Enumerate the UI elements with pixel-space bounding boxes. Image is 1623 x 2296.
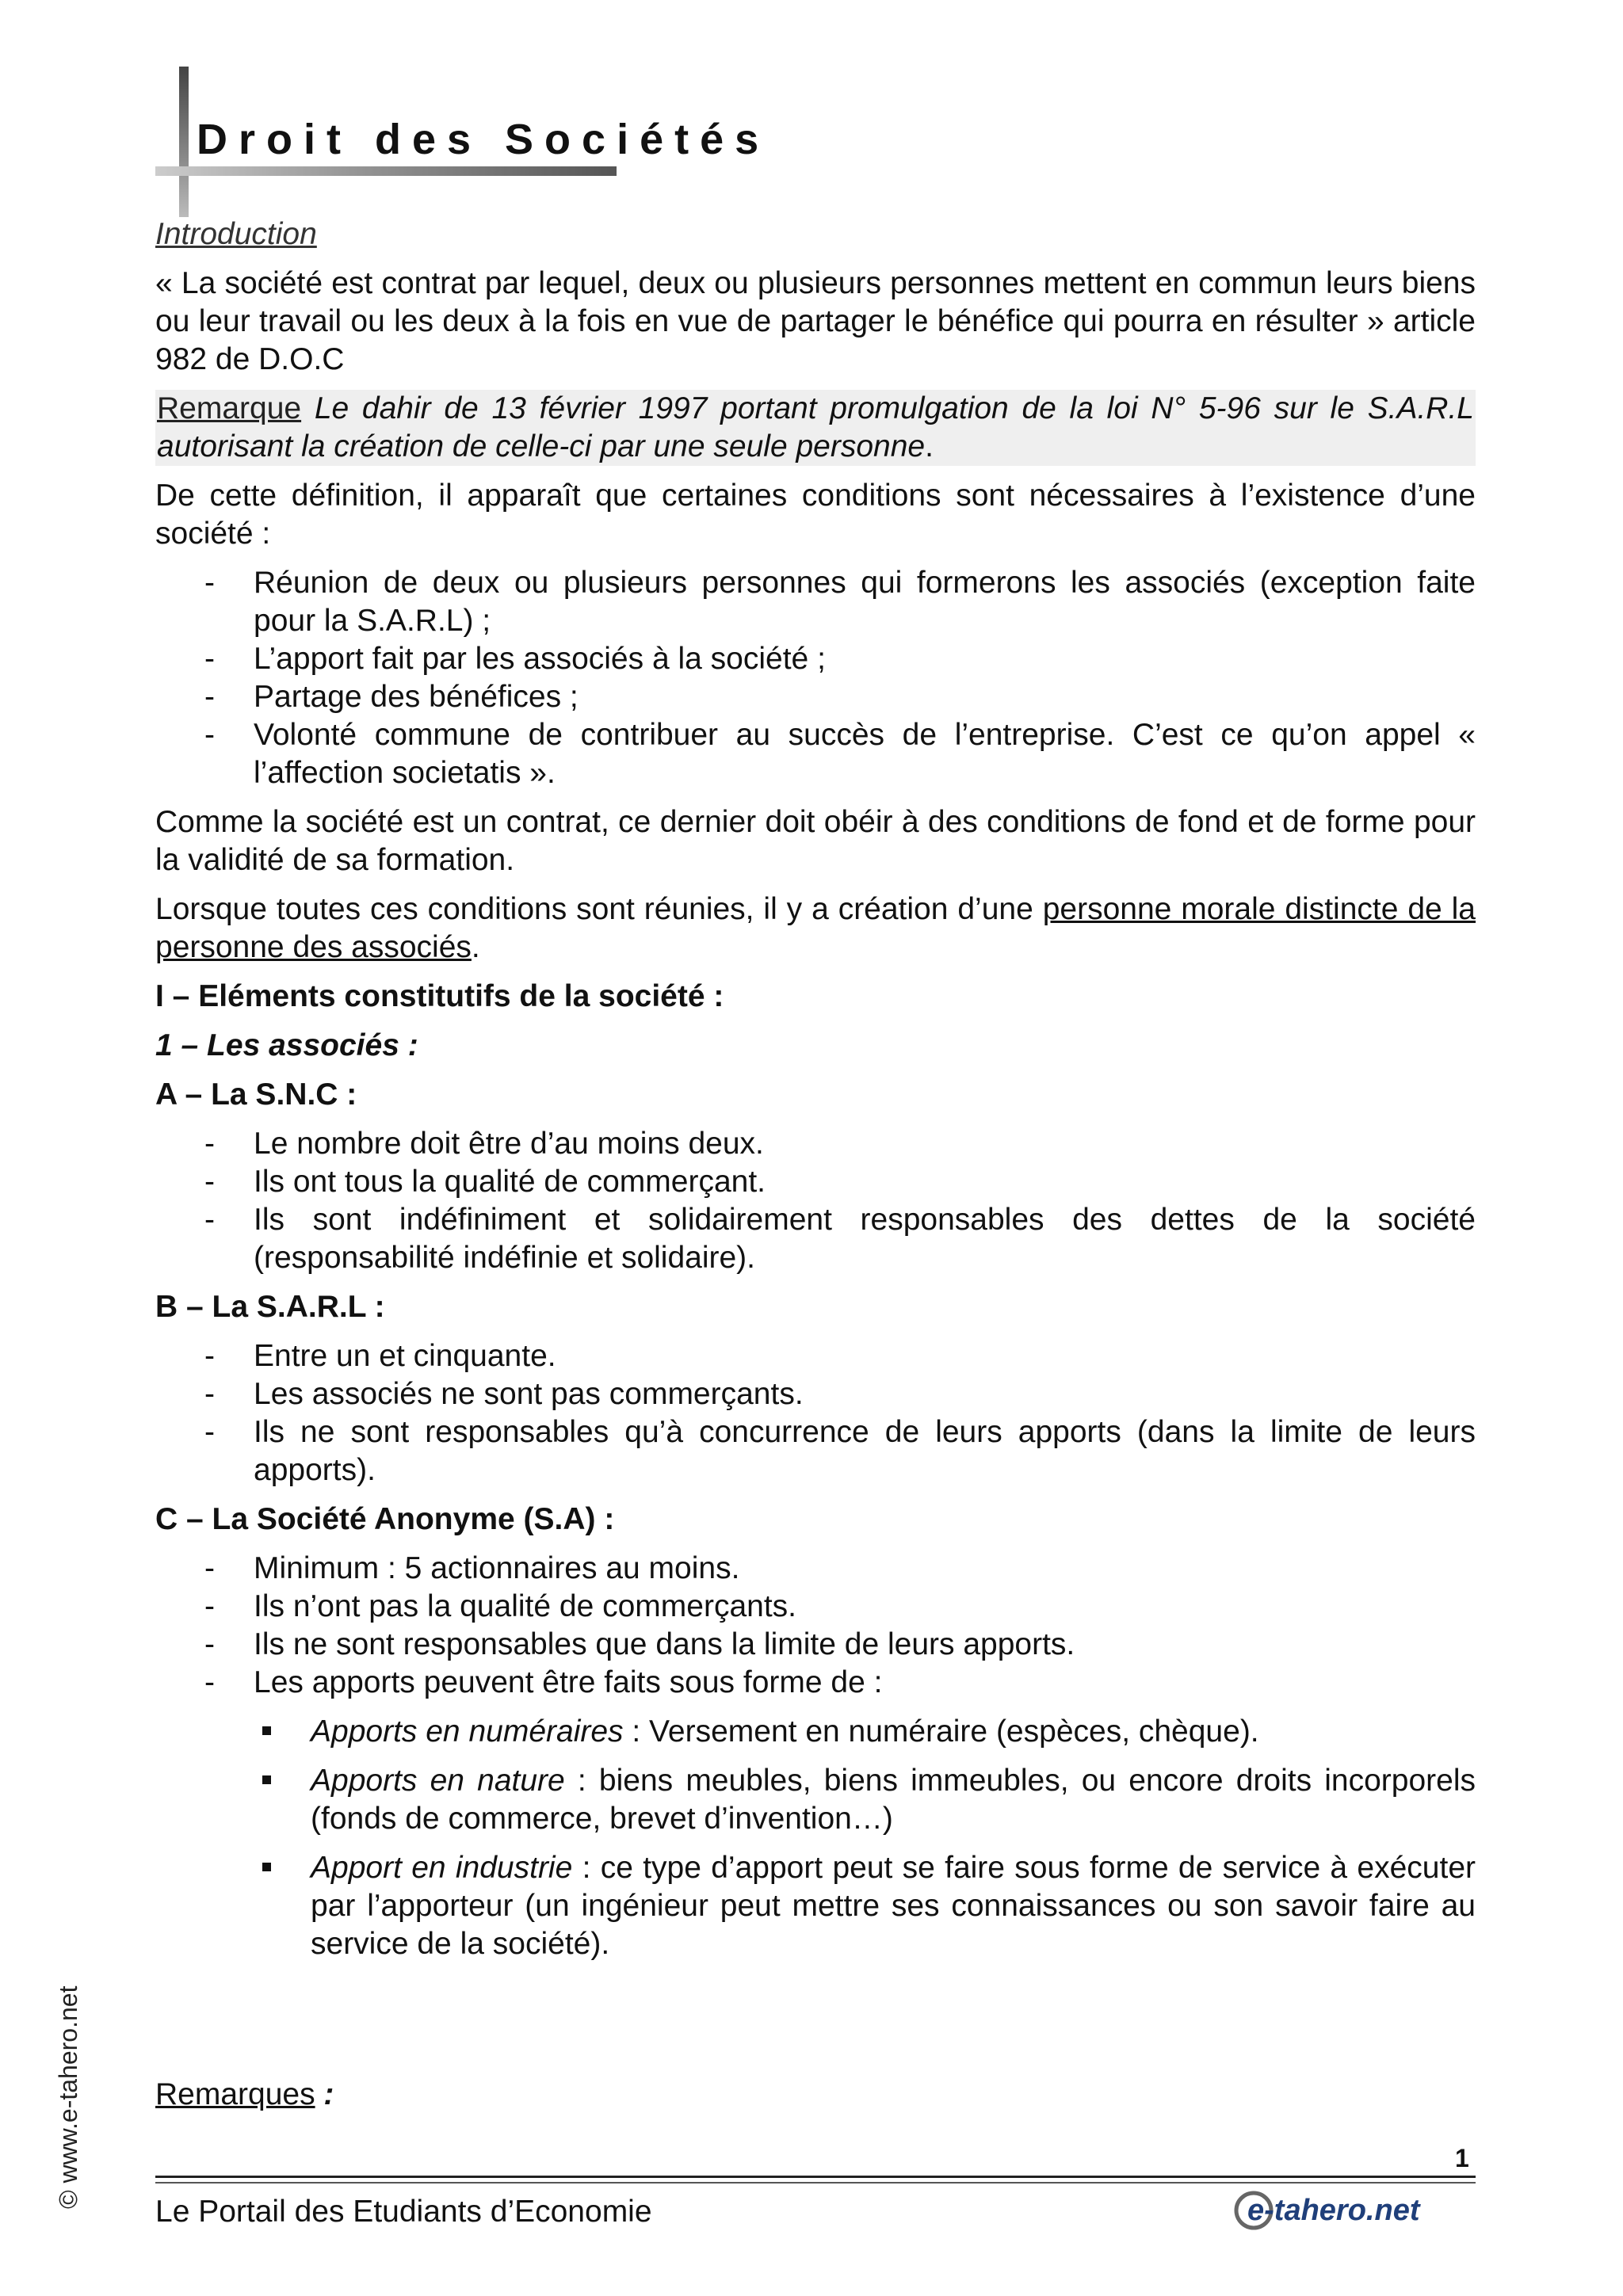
snc-heading: A – La S.N.C :: [155, 1077, 357, 1112]
section-heading: I – Eléments constitutifs de la société :: [155, 979, 724, 1013]
logo-text: e-tahero.net: [1247, 2194, 1420, 2227]
document-body: [155, 215, 1476, 1974]
footer-divider-secondary: [155, 2182, 1476, 2183]
remark-end: .: [925, 429, 934, 463]
sa-heading: C – La Société Anonyme (S.A) :: [155, 1502, 615, 1536]
creation-paragraph: Lorsque toutes ces conditions sont réunies, il y a création d’une personne morale distincte de la personne des associés.: [155, 892, 1476, 964]
list-item: - Ils ne sont responsables que dans la limite de leurs apports.: [155, 1626, 1476, 1664]
list-item: - Les associés ne sont pas commerçants.: [155, 1375, 1476, 1413]
remarques-heading: Remarques :: [155, 2077, 334, 2111]
remark-box: [155, 390, 1476, 466]
intro-quote: « La société est contrat par lequel, deux ou plusieurs personnes mettent en commun leurs biens ou leur travail ou les deux à la fois en vue de partager le bénéfice qui pourra en résulter » article 982 de D.O.C: [155, 266, 1476, 376]
dash-bullet: -: [204, 1551, 215, 1585]
title-decor-vertical-bar: [179, 67, 189, 217]
side-copyright: © www.e-tahero.net: [54, 1985, 82, 2209]
snc-list: [155, 1125, 1476, 1277]
list-item: - Partage des bénéfices ;: [155, 678, 1476, 716]
dash-bullet: -: [204, 1627, 215, 1661]
list-item: - L’apport fait par les associés à la société ;: [155, 640, 1476, 678]
dash-bullet: -: [204, 718, 215, 752]
list-item: - Le nombre doit être d’au moins deux.: [155, 1125, 1476, 1163]
square-bullet-icon: [262, 1863, 271, 1871]
list-item: - Ils ne sont responsables qu’à concurrence de leurs apports (dans la limite de leurs apports).: [204, 1415, 1476, 1487]
dash-bullet: -: [204, 1127, 215, 1161]
dash-bullet: -: [204, 642, 215, 676]
page-title: Droit des Sociétés: [197, 116, 770, 163]
page-number: 1: [1455, 2144, 1469, 2172]
footer-text: Le Portail des Etudiants d’Economie: [155, 2195, 652, 2229]
list-item: - Entre un et cinquante.: [155, 1337, 1476, 1375]
dash-bullet: -: [204, 566, 215, 600]
conditions-list: [155, 564, 1476, 792]
list-item: Apports en numéraires : Versement en numéraire (espèces, chèque).: [155, 1713, 1476, 1751]
footer-divider: [155, 2176, 1476, 2178]
list-item: - Les apports peuvent être faits sous forme de :: [155, 1664, 1476, 1702]
dash-bullet: -: [204, 1589, 215, 1623]
dash-bullet: -: [204, 1665, 215, 1699]
remark-label: Remarque: [157, 391, 302, 425]
remark-text: Le dahir de 13 février 1997 portant promulgation de la loi N° 5-96 sur le S.A.R.L autorisant la création de celle-ci par une seule personne: [157, 391, 1474, 463]
title-decor-horizontal-bar: [155, 166, 617, 176]
subsection-heading: 1 – Les associés :: [155, 1028, 418, 1062]
list-item: Apport en industrie : ce type d’apport peut se faire sous forme de service à exécuter par l’apporteur (un ingénieur peut mettre ses connaissances ou son savoir faire au service de la société).: [155, 1849, 1476, 1963]
intro-heading: Introduction: [155, 217, 317, 251]
sa-list: [155, 1550, 1476, 1702]
sarl-heading: B – La S.A.R.L :: [155, 1290, 385, 1324]
apports-list: [155, 1713, 1476, 1963]
list-item: - Ils n’ont pas la qualité de commerçants.: [155, 1588, 1476, 1626]
square-bullet-icon: [262, 1726, 271, 1735]
sarl-list: [155, 1337, 1476, 1489]
list-item: - Ils ont tous la qualité de commerçant.: [155, 1163, 1476, 1201]
definition-paragraph: De cette définition, il apparaît que certaines conditions sont nécessaires à l’existence d’une société :: [155, 479, 1476, 551]
dash-bullet: -: [204, 1415, 215, 1449]
list-item: Apports en nature : biens meubles, biens immeubles, ou encore droits incorporels (fonds de commerce, brevet d’invention…): [155, 1762, 1476, 1838]
list-item: - Minimum : 5 actionnaires au moins.: [155, 1550, 1476, 1588]
dash-bullet: -: [204, 1165, 215, 1199]
etahero-logo: [1233, 2185, 1479, 2233]
list-item: - Réunion de deux ou plusieurs personnes qui formerons les associés (exception faite pour la S.A.R.L) ;: [204, 566, 1476, 638]
square-bullet-icon: [262, 1775, 271, 1784]
list-item: - Volonté commune de contribuer au succès de l’entreprise. C’est ce qu’on appel « l’affection societatis ».: [204, 718, 1476, 790]
dash-bullet: -: [204, 680, 215, 714]
dash-bullet: -: [204, 1203, 215, 1237]
dash-bullet: -: [204, 1377, 215, 1411]
contract-paragraph: Comme la société est un contrat, ce dernier doit obéir à des conditions de fond et de forme pour la validité de sa formation.: [155, 805, 1476, 877]
underlined-phrase: personne morale distincte de la personne des associés: [155, 892, 1476, 964]
list-item: - Ils sont indéfiniment et solidairement responsables des dettes de la société (responsabilité indéfinie et solidaire).: [204, 1203, 1476, 1275]
dash-bullet: -: [204, 1339, 215, 1373]
